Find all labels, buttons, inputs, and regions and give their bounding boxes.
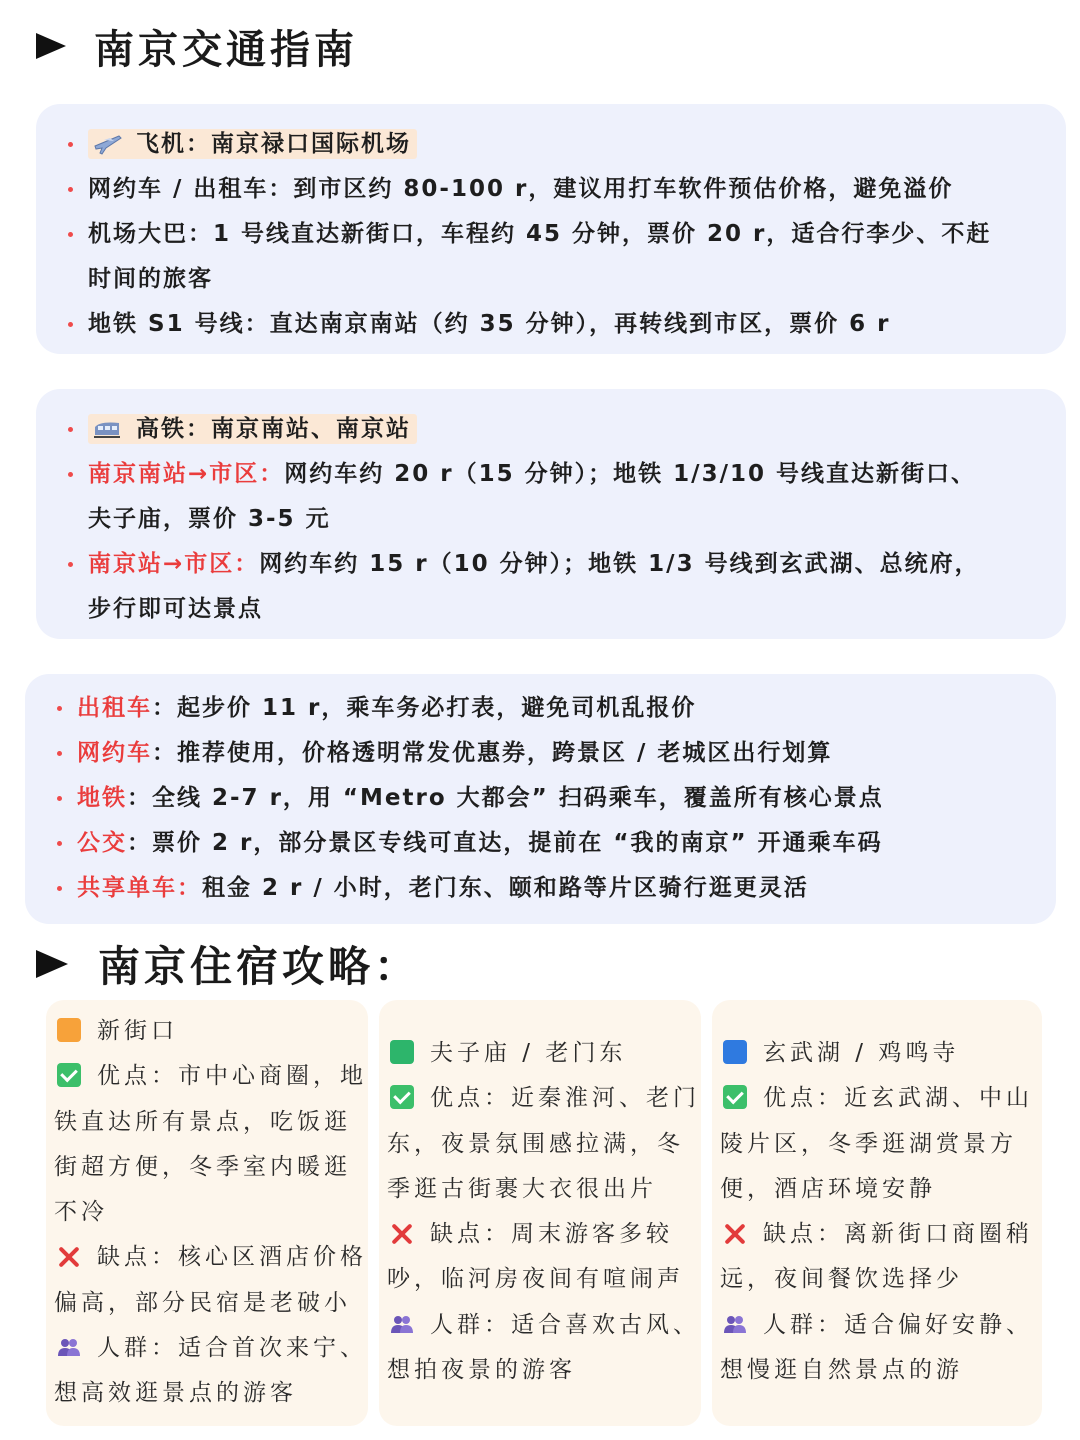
area-info-line bbox=[387, 1122, 701, 1167]
area-info-line bbox=[720, 1348, 1042, 1393]
area-name bbox=[387, 1031, 701, 1076]
bullet-dot bbox=[68, 427, 73, 432]
rail-title: 高铁：南京南站、南京站 bbox=[136, 416, 411, 442]
area-text: 陵片区，冬季逛湖赏景方 bbox=[720, 1130, 1017, 1157]
bullet-dot bbox=[68, 187, 73, 192]
arrow-icon bbox=[36, 950, 68, 978]
orange-square-icon bbox=[57, 1018, 81, 1042]
rail-title-line bbox=[68, 407, 1066, 452]
local-item-colon: ： bbox=[177, 875, 202, 901]
area-text: 人群：适合首次来宁、 bbox=[97, 1335, 367, 1362]
airport-title-highlight bbox=[88, 129, 417, 159]
local-item-colon: ： bbox=[152, 740, 177, 766]
area-text: 优点：近玄武湖、中山 bbox=[763, 1085, 1033, 1112]
area-info-line bbox=[54, 1054, 368, 1099]
rail-item-1 bbox=[68, 452, 1066, 497]
rail-title-highlight bbox=[88, 414, 417, 444]
area-info-line bbox=[387, 1167, 701, 1212]
local-item-text: 推荐使用，价格透明常发优惠券，跨景区 / 老城区出行划算 bbox=[177, 740, 833, 766]
local-item-label: 地铁 bbox=[77, 785, 127, 811]
train-icon bbox=[92, 415, 122, 441]
area-info-line bbox=[54, 1281, 368, 1326]
area-text: 新街口 bbox=[97, 1018, 178, 1044]
page-title-text: 南京交通指南 bbox=[94, 26, 358, 73]
area-info-line bbox=[54, 1190, 368, 1235]
area-text: 季逛古街裹大衣很出片 bbox=[387, 1175, 657, 1202]
rail-item-text: 网约车约 20 r（15 分钟）；地铁 1/3/10 号线直达新街口、 bbox=[284, 461, 976, 487]
local-item-ridehail bbox=[57, 731, 1056, 776]
area-text: 想拍夜景的游客 bbox=[387, 1357, 576, 1384]
area-text: 夫子庙 / 老门东 bbox=[430, 1040, 627, 1066]
area-info-line bbox=[54, 1326, 368, 1371]
bullet-dot bbox=[57, 796, 62, 801]
cross-icon bbox=[390, 1221, 414, 1245]
area-info-line bbox=[720, 1122, 1042, 1167]
airport-line-2-cont bbox=[68, 257, 1066, 302]
area-info-line bbox=[54, 1371, 368, 1416]
area-text: 人群：适合喜欢古风、 bbox=[430, 1311, 700, 1338]
people-icon bbox=[57, 1335, 81, 1359]
rail-card bbox=[36, 389, 1066, 639]
area-text: 街超方便，冬季室内暖逛 bbox=[54, 1153, 351, 1180]
cross-icon bbox=[723, 1221, 747, 1245]
people-icon bbox=[723, 1312, 747, 1336]
airport-line-1 bbox=[68, 167, 1066, 212]
rail-item-label: 南京南站→市区： bbox=[88, 461, 285, 487]
airport-line-text: 机场大巴：1 号线直达新街口，车程约 45 分钟，票价 20 r，适合行李少、不赶 bbox=[88, 221, 992, 247]
area-text: 铁直达所有景点，吃饭逛 bbox=[54, 1108, 351, 1135]
area-card-fuzimiao bbox=[379, 1000, 701, 1426]
bullet-dot bbox=[68, 562, 73, 567]
cross-icon bbox=[57, 1244, 81, 1268]
arrow-icon bbox=[36, 33, 66, 59]
local-item-label: 网约车 bbox=[77, 740, 152, 766]
airport-title: 飞机：南京禄口国际机场 bbox=[136, 131, 411, 157]
area-text: 便，酒店环境安静 bbox=[720, 1175, 936, 1202]
page-title bbox=[36, 18, 358, 74]
bullet-dot bbox=[57, 751, 62, 756]
green-square-icon bbox=[390, 1040, 414, 1064]
local-item-label: 出租车 bbox=[77, 695, 152, 721]
airport-line-2 bbox=[68, 212, 1066, 257]
check-icon bbox=[390, 1085, 414, 1109]
area-info-line bbox=[54, 1145, 368, 1190]
local-item-text: 起步价 11 r，乘车务必打表，避免司机乱报价 bbox=[177, 695, 697, 721]
area-info-line bbox=[720, 1257, 1042, 1302]
airport-line-text: 网约车 / 出租车：到市区约 80-100 r，建议用打车软件预估价格，避免溢价 bbox=[88, 176, 954, 202]
area-text: 东，夜景氛围感拉满，冬 bbox=[387, 1130, 684, 1157]
airport-line-text: 时间的旅客 bbox=[88, 266, 213, 292]
area-text: 优点：市中心商圈，地 bbox=[97, 1063, 367, 1090]
local-item-text: 全线 2-7 r，用 “Metro 大都会” 扫码乘车，覆盖所有核心景点 bbox=[152, 785, 884, 811]
airport-line-3 bbox=[68, 302, 1066, 347]
rail-item-2-cont bbox=[68, 587, 1066, 632]
rail-item-2 bbox=[68, 542, 1066, 587]
bullet-dot bbox=[57, 706, 62, 711]
check-icon bbox=[57, 1063, 81, 1087]
rail-item-text: 步行即可达景点 bbox=[88, 596, 263, 622]
area-text: 远，夜间餐饮选择少 bbox=[720, 1266, 963, 1293]
area-name bbox=[720, 1031, 1042, 1076]
bullet-dot bbox=[68, 232, 73, 237]
local-item-colon: ： bbox=[127, 785, 152, 811]
people-icon bbox=[390, 1312, 414, 1336]
local-item-colon: ： bbox=[127, 830, 152, 856]
check-icon bbox=[723, 1085, 747, 1109]
local-item-bus bbox=[57, 821, 1056, 866]
rail-item-label: 南京站→市区： bbox=[88, 551, 260, 577]
area-info-line bbox=[720, 1167, 1042, 1212]
local-item-taxi bbox=[57, 686, 1056, 731]
area-info-line bbox=[54, 1100, 368, 1145]
local-item-bike bbox=[57, 866, 1056, 911]
bullet-dot bbox=[57, 886, 62, 891]
local-item-text: 租金 2 r / 小时，老门东、颐和路等片区骑行逛更灵活 bbox=[202, 875, 809, 901]
rail-item-text: 网约车约 15 r（10 分钟）；地铁 1/3 号线到玄武湖、总统府， bbox=[259, 551, 980, 577]
local-item-metro bbox=[57, 776, 1056, 821]
local-item-colon: ： bbox=[152, 695, 177, 721]
bullet-dot bbox=[68, 472, 73, 477]
area-card-xuanwuhu bbox=[712, 1000, 1042, 1426]
area-text: 想高效逛景点的游客 bbox=[54, 1380, 297, 1407]
area-info-line bbox=[720, 1212, 1042, 1257]
airport-card bbox=[36, 104, 1066, 354]
area-card-xinjiekou bbox=[46, 1000, 368, 1426]
area-info-line bbox=[54, 1235, 368, 1280]
bullet-dot bbox=[68, 322, 73, 327]
local-item-label: 共享单车 bbox=[77, 875, 177, 901]
area-text: 人群：适合偏好安静、 bbox=[763, 1311, 1033, 1338]
area-info-line bbox=[387, 1257, 701, 1302]
area-name bbox=[54, 1009, 368, 1054]
bullet-dot bbox=[57, 841, 62, 846]
area-text: 不冷 bbox=[54, 1199, 108, 1226]
blue-square-icon bbox=[723, 1040, 747, 1064]
area-text: 缺点：核心区酒店价格 bbox=[97, 1244, 367, 1271]
rail-item-1-cont bbox=[68, 497, 1066, 542]
bullet-dot bbox=[68, 142, 73, 147]
area-text: 想慢逛自然景点的游 bbox=[720, 1357, 963, 1384]
airport-line-text: 地铁 S1 号线：直达南京南站（约 35 分钟），再转线到市区，票价 6 r bbox=[88, 311, 891, 337]
area-text: 玄武湖 / 鸡鸣寺 bbox=[763, 1040, 960, 1066]
area-info-line bbox=[387, 1076, 701, 1121]
area-info-line bbox=[720, 1303, 1042, 1348]
area-info-line bbox=[720, 1076, 1042, 1121]
area-text: 缺点：周末游客多较 bbox=[430, 1221, 673, 1248]
area-text: 缺点：离新街口商圈稍 bbox=[763, 1221, 1033, 1248]
area-text: 优点：近秦淮河、老门 bbox=[430, 1085, 700, 1112]
section-title-text: 南京住宿攻略： bbox=[98, 942, 421, 991]
local-item-text: 票价 2 r，部分景区专线可直达，提前在 “我的南京” 开通乘车码 bbox=[152, 830, 883, 856]
local-item-label: 公交 bbox=[77, 830, 127, 856]
area-info-line bbox=[387, 1303, 701, 1348]
airplane-icon bbox=[92, 130, 122, 156]
area-text: 偏高，部分民宿是老破小 bbox=[54, 1289, 351, 1316]
local-transport-card bbox=[25, 674, 1056, 924]
area-info-line bbox=[387, 1212, 701, 1257]
area-text: 吵，临河房夜间有喧闹声 bbox=[387, 1266, 684, 1293]
airport-title-line bbox=[68, 122, 1066, 167]
rail-item-text: 夫子庙，票价 3-5 元 bbox=[88, 506, 331, 532]
section-title-accommodation bbox=[36, 936, 420, 992]
area-info-line bbox=[387, 1348, 701, 1393]
